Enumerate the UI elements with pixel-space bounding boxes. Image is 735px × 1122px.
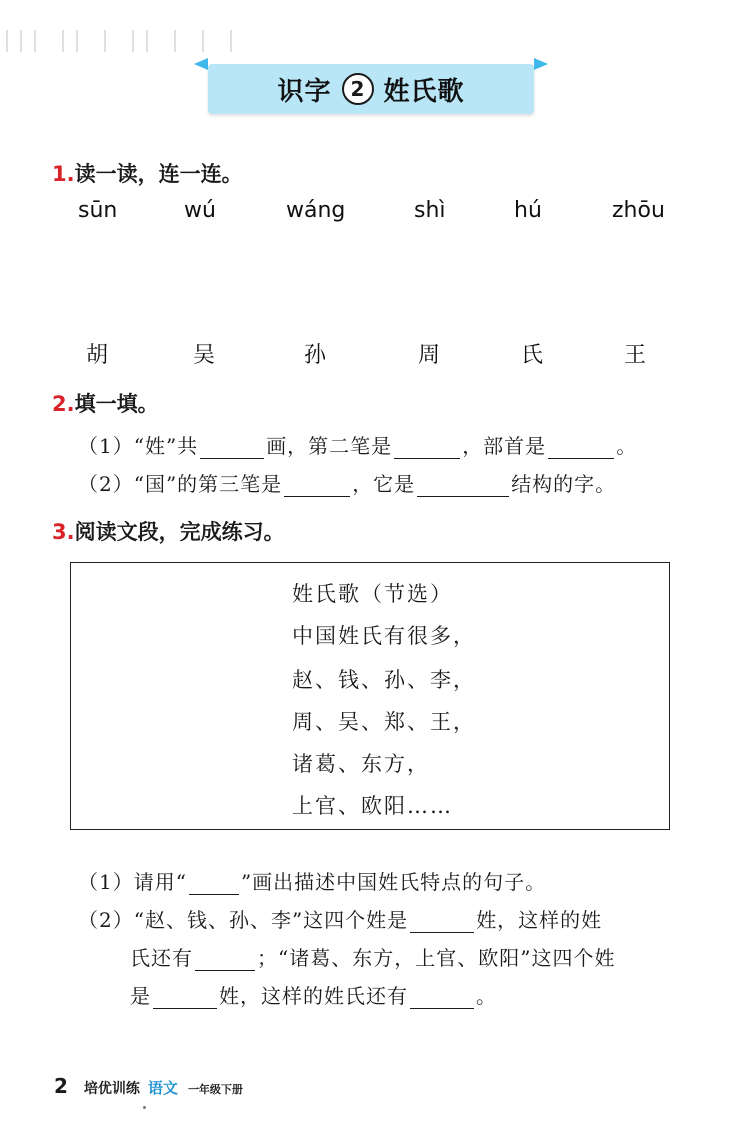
footer-dot — [143, 1106, 146, 1109]
pinyin-hu: hú — [514, 198, 542, 223]
q2-l1-text-d: 。 — [616, 434, 638, 458]
question-2-line-1 — [78, 430, 637, 459]
answer-blank-radical[interactable] — [548, 437, 614, 459]
lesson-title-banner — [208, 64, 534, 114]
q3-s2-text-e: 是 — [130, 984, 151, 1008]
q3-s2-text-d: ；“诸葛、东方，上官、欧阳”这四个姓 — [257, 946, 616, 970]
grade-label: 一年级下册 — [187, 1083, 243, 1096]
q2-l1-text-a: （1）“姓”共 — [78, 434, 199, 458]
banner-corner-left — [194, 58, 208, 70]
question-2-number: 2. — [52, 392, 75, 416]
question-3-number: 3. — [52, 520, 75, 544]
q2-l2-text-c: 结构的字。 — [511, 472, 617, 496]
poem-line-5: 上官、欧阳…… — [292, 794, 453, 818]
hanzi-shi: 氏 — [521, 343, 544, 368]
q3-s2-text-c: 氏还有 — [130, 946, 193, 970]
poem-line-3: 周、吴、郑、王， — [292, 710, 476, 734]
question-3-sub-2-line-3 — [130, 980, 497, 1009]
question-3-text: 阅读文段，完成练习。 — [74, 520, 285, 544]
answer-blank-structure[interactable] — [417, 475, 509, 497]
subject-name: 语文 — [147, 1079, 178, 1097]
poem-title: 姓氏歌（节选） — [292, 582, 453, 606]
lesson-prefix: 识字 — [277, 76, 332, 107]
poem-line-4: 诸葛、东方， — [292, 752, 430, 776]
q3-s2-text-b: 姓，这样的姓 — [476, 908, 603, 932]
q3-s1-text-b: ”画出描述中国姓氏特点的句子。 — [240, 870, 547, 894]
q2-l1-text-c: ，部首是 — [462, 434, 547, 458]
underline-sample — [189, 873, 239, 895]
q3-s1-text-a: （1）请用“ — [78, 870, 187, 894]
page-number: 2 — [54, 1074, 68, 1098]
hanzi-zhou: 周 — [418, 343, 441, 368]
poem-line-1: 中国姓氏有很多， — [292, 624, 476, 648]
q2-l2-text-b: ，它是 — [352, 472, 416, 496]
question-2-line-2 — [78, 468, 616, 497]
page-footer — [54, 1074, 243, 1098]
banner-corner-right — [534, 58, 548, 70]
answer-blank-compound-surname[interactable] — [153, 987, 217, 1009]
pinyin-wang: wáng — [286, 198, 346, 223]
question-3-heading — [52, 516, 285, 546]
question-2-heading — [52, 388, 159, 418]
book-name: 培优训练 — [83, 1081, 140, 1097]
question-1-number: 1. — [52, 162, 75, 186]
answer-blank-single-examples[interactable] — [195, 949, 255, 971]
q3-s2-text-a: （2）“赵、钱、孙、李”这四个姓是 — [78, 908, 409, 932]
q2-l2-text-a: （2）“国”的第三笔是 — [78, 472, 283, 496]
question-2-text: 填一填。 — [74, 392, 159, 416]
pinyin-shi: shì — [414, 198, 446, 223]
q3-s2-text-g: 。 — [476, 984, 497, 1008]
lesson-name: 姓氏歌 — [383, 76, 465, 107]
pinyin-zhou: zhōu — [612, 198, 665, 223]
question-3-sub-1 — [78, 866, 546, 895]
question-3-sub-2-line-1 — [78, 904, 602, 933]
question-1-heading — [52, 158, 243, 188]
answer-blank-second-stroke[interactable] — [394, 437, 460, 459]
answer-blank-third-stroke[interactable] — [284, 475, 350, 497]
answer-blank-strokes[interactable] — [200, 437, 264, 459]
hanzi-sun: 孙 — [304, 343, 327, 368]
hanzi-hu: 胡 — [86, 343, 109, 368]
answer-blank-single-surname[interactable] — [410, 911, 474, 933]
hanzi-wang: 王 — [624, 343, 647, 368]
answer-blank-compound-examples[interactable] — [410, 987, 474, 1009]
poem-line-2: 赵、钱、孙、李， — [292, 668, 476, 692]
question-3-sub-2-line-2 — [130, 942, 615, 971]
decorative-ticks — [6, 30, 246, 56]
hanzi-wu: 吴 — [193, 343, 216, 368]
lesson-number-badge: 2 — [342, 73, 374, 105]
pinyin-sun: sūn — [78, 198, 118, 223]
question-1-text: 读一读，连一连。 — [74, 162, 243, 186]
q2-l1-text-b: 画，第二笔是 — [266, 434, 393, 458]
q3-s2-text-f: 姓，这样的姓氏还有 — [219, 984, 408, 1008]
pinyin-wu: wú — [184, 198, 216, 223]
